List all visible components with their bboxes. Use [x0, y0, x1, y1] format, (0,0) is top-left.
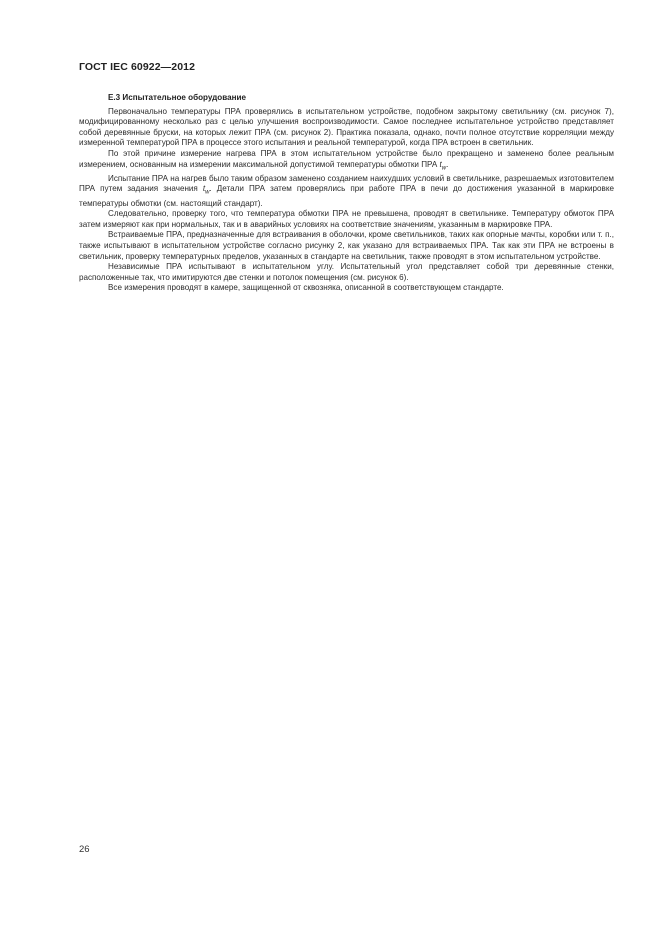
paragraph-text-end: . — [446, 159, 449, 169]
paragraph-text-end: . Детали ПРА затем проверялись при работе ПРА в печи до достижения указанной в маркировке температуры обмотки (см. настоящий стандарт). — [79, 184, 614, 208]
paragraph-text: Первоначально температуры ПРА проверялись в испытательном устройстве, подобном закрытому светильнику (см. рисунок 7), модифицированному несколько раз с целью улучшения воспроизводимости. Самое последнее испытательное устройство представляет собой деревянные бруски, на которых лежит ПРА (см. рисунок 2). Практика показала, однако, почти полное отсутствие корреляции между измеренной температурой ПРА в процессе этого испытания и реальной температурой, когда ПРА встроен в светильник. — [79, 106, 614, 148]
symbol-subscript: w — [441, 165, 447, 172]
paragraph — [79, 107, 614, 149]
symbol: t — [439, 159, 442, 169]
paragraph — [79, 230, 614, 262]
section-title: E.3 Испытательное оборудование — [108, 93, 246, 102]
page-number: 26 — [79, 844, 90, 855]
symbol-subscript: w — [205, 189, 210, 196]
symbol: t — [202, 184, 206, 194]
paragraph-text: Все измерения проводят в камере, защищенной от сквозняка, описанной в соответствующем стандарте. — [108, 283, 504, 293]
paragraph — [79, 209, 614, 230]
paragraph-text: Встраиваемые ПРА, предназначенные для встраивания в оболочки, кроме светильников, таких как опорные мачты, коробки или т. п., также испытывают в испытательном устройстве согласно рисунку 2, как указано для встраиваемых ПРА. Так как эти ПРА не встроены в светильник, проверку температурных пределов, указанных в стандарте на светильник, также проводят в этом испытательном устройстве. — [79, 230, 614, 261]
paragraph — [79, 149, 614, 174]
document-body — [79, 93, 614, 294]
paragraph-text: Следовательно, проверку того, что температура обмотки ПРА не превышена, проводят в светильнике. Температуру обмоток ПРА затем измеряют как при нормальных, так и в аварийных условиях на соответствие значениям, указанным в маркировке ПРА. — [79, 209, 614, 229]
paragraph-text: Независимые ПРА испытывают в испытательном углу. Испытательный угол представляет собой три деревянные стенки, расположенные так, что имитируются две стенки и потолок помещения (см. рисунок 6). — [79, 262, 614, 282]
paragraph — [79, 283, 614, 294]
paragraph-text: По этой причине измерение нагрева ПРА в этом испытательном устройстве было прекращено и заменено более реальным измерением, основанным на измерении максимальной допустимой температуры обмотки ПРА — [79, 148, 614, 169]
document-header: ГОСТ IEC 60922—2012 — [79, 61, 196, 73]
paragraph — [79, 174, 614, 209]
paragraph — [79, 262, 614, 283]
paragraph-text: Испытание ПРА на нагрев было таким образом заменено созданием наихудших условий в светильнике, разрешаемых изготовителем ПРА путем задания значения — [79, 173, 614, 194]
